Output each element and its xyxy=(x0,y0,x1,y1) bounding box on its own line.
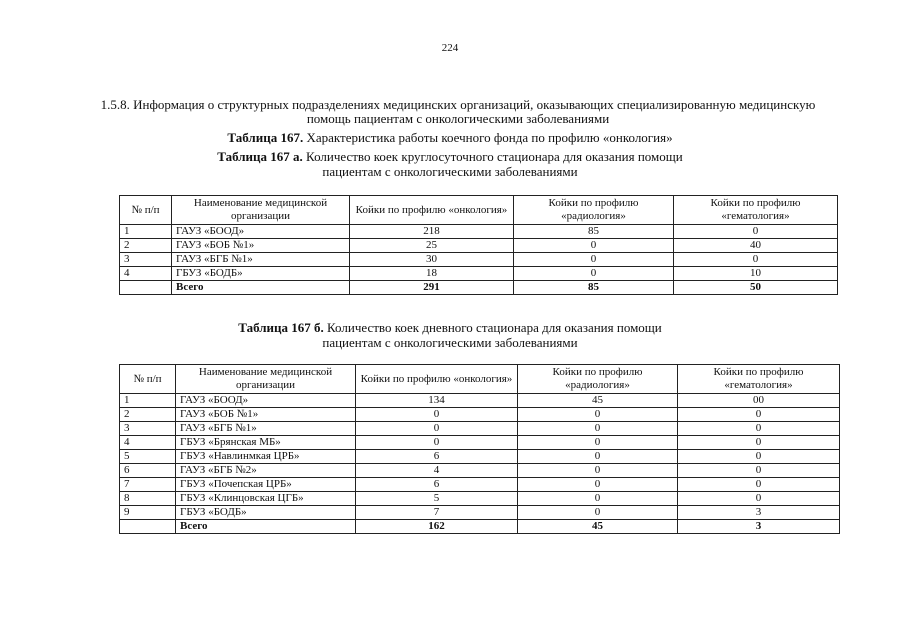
cell-radiology: 0 xyxy=(518,422,678,436)
cell-number: 2 xyxy=(120,408,176,422)
table-167-title: Характеристика работы коечного фонда по профилю «онкология» xyxy=(303,130,673,145)
header-radiology: Койки по профилю «радиология» xyxy=(514,196,674,225)
cell-number: 6 xyxy=(120,464,176,478)
cell-total-oncology: 162 xyxy=(356,520,518,534)
cell-radiology: 45 xyxy=(518,394,678,408)
table-total-row xyxy=(120,520,840,534)
cell-hematology: 0 xyxy=(678,436,840,450)
cell-hematology: 3 xyxy=(678,506,840,520)
table-167-label: Таблица 167. xyxy=(227,130,304,145)
cell-oncology: 6 xyxy=(356,450,518,464)
cell-oncology: 4 xyxy=(356,464,518,478)
table-row xyxy=(120,478,840,492)
header-organization: Наименование медицинской организации xyxy=(172,196,350,225)
cell-number: 7 xyxy=(120,478,176,492)
table-row xyxy=(120,394,840,408)
header-oncology: Койки по профилю «онкология» xyxy=(350,196,514,225)
cell-oncology: 0 xyxy=(356,422,518,436)
table-167a-label: Таблица 167 а. xyxy=(217,149,303,164)
cell-organization: ГБУЗ «БОДБ» xyxy=(176,506,356,520)
cell-organization: ГАУЗ «БООД» xyxy=(176,394,356,408)
cell-organization: ГАУЗ «БГБ №1» xyxy=(176,422,356,436)
table-row xyxy=(120,492,840,506)
table-167a xyxy=(119,195,838,295)
cell-total-label: Всего xyxy=(176,520,356,534)
cell-oncology: 0 xyxy=(356,408,518,422)
cell-organization: ГАУЗ «БГБ №1» xyxy=(172,253,350,267)
cell-number: 9 xyxy=(120,506,176,520)
cell-oncology: 18 xyxy=(350,267,514,281)
cell-oncology: 0 xyxy=(356,436,518,450)
cell-number: 3 xyxy=(120,253,172,267)
table-header-row xyxy=(120,196,838,225)
cell-number: 1 xyxy=(120,225,172,239)
cell-total-label: Всего xyxy=(172,281,350,295)
cell-hematology: 0 xyxy=(678,422,840,436)
table-row xyxy=(120,408,840,422)
table-row xyxy=(120,225,838,239)
table-167a-title-line1: Количество коек круглосуточного стационара для оказания помощи xyxy=(302,149,683,164)
table-header-row xyxy=(120,365,840,394)
cell-total-radiology: 85 xyxy=(514,281,674,295)
table-total-row xyxy=(120,281,838,295)
table-167a-caption xyxy=(0,149,900,179)
header-number: № п/п xyxy=(120,196,172,225)
header-radiology: Койки по профилю «радиология» xyxy=(518,365,678,394)
cell-total-radiology: 45 xyxy=(518,520,678,534)
table-167b-caption xyxy=(0,320,900,350)
cell-radiology: 0 xyxy=(514,239,674,253)
cell-organization: ГБУЗ «Клинцовская ЦГБ» xyxy=(176,492,356,506)
table-row xyxy=(120,422,840,436)
cell-hematology: 0 xyxy=(674,253,838,267)
cell-total-hematology: 50 xyxy=(674,281,838,295)
header-organization: Наименование медицинской организации xyxy=(176,365,356,394)
cell-radiology: 0 xyxy=(514,253,674,267)
cell-organization: ГАУЗ «БГБ №2» xyxy=(176,464,356,478)
cell-organization: ГБУЗ «Почепская ЦРБ» xyxy=(176,478,356,492)
cell-radiology: 85 xyxy=(514,225,674,239)
table-167b-title-line2: пациентам с онкологическими заболеваниями xyxy=(322,335,578,350)
cell-organization: ГБУЗ «БОДБ» xyxy=(172,267,350,281)
cell-organization: ГАУЗ «БОБ №1» xyxy=(176,408,356,422)
cell-number: 4 xyxy=(120,436,176,450)
cell-radiology: 0 xyxy=(514,267,674,281)
page-number: 224 xyxy=(441,42,459,54)
cell-oncology: 6 xyxy=(356,478,518,492)
header-number: № п/п xyxy=(120,365,176,394)
cell-radiology: 0 xyxy=(518,506,678,520)
table-167-caption xyxy=(0,130,900,145)
cell-radiology: 0 xyxy=(518,478,678,492)
cell-organization: ГБУЗ «Брянская МБ» xyxy=(176,436,356,450)
cell-number: 4 xyxy=(120,267,172,281)
cell-hematology: 00 xyxy=(678,394,840,408)
cell-radiology: 0 xyxy=(518,436,678,450)
cell-number: 5 xyxy=(120,450,176,464)
table-167b-title-line1: Количество коек дневного стационара для оказания помощи xyxy=(323,320,662,335)
cell-number: 1 xyxy=(120,394,176,408)
cell-number xyxy=(120,281,172,295)
cell-organization: ГАУЗ «БООД» xyxy=(172,225,350,239)
header-hematology: Койки по профилю «гематология» xyxy=(678,365,840,394)
table-row xyxy=(120,436,840,450)
cell-number xyxy=(120,520,176,534)
cell-hematology: 0 xyxy=(678,450,840,464)
table-row xyxy=(120,253,838,267)
cell-oncology: 5 xyxy=(356,492,518,506)
cell-total-hematology: 3 xyxy=(678,520,840,534)
cell-oncology: 30 xyxy=(350,253,514,267)
cell-radiology: 0 xyxy=(518,492,678,506)
cell-radiology: 0 xyxy=(518,464,678,478)
cell-organization: ГАУЗ «БОБ №1» xyxy=(172,239,350,253)
cell-hematology: 40 xyxy=(674,239,838,253)
table-167a-title-line2: пациентам с онкологическими заболеваниями xyxy=(322,164,578,179)
cell-number: 8 xyxy=(120,492,176,506)
header-hematology: Койки по профилю «гематология» xyxy=(674,196,838,225)
table-row xyxy=(120,464,840,478)
table-row xyxy=(120,506,840,520)
cell-oncology: 7 xyxy=(356,506,518,520)
table-row xyxy=(120,450,840,464)
cell-number: 2 xyxy=(120,239,172,253)
cell-hematology: 0 xyxy=(674,225,838,239)
cell-hematology: 0 xyxy=(678,464,840,478)
cell-organization: ГБУЗ «Навлинмкая ЦРБ» xyxy=(176,450,356,464)
cell-number: 3 xyxy=(120,422,176,436)
cell-radiology: 0 xyxy=(518,450,678,464)
cell-hematology: 0 xyxy=(678,408,840,422)
cell-oncology: 134 xyxy=(356,394,518,408)
cell-hematology: 0 xyxy=(678,478,840,492)
section-heading: 1.5.8. Информация о структурных подразделениях медицинских организаций, оказывающих специализированную медицинскую помощь пациентам с онкологическими заболеваниями xyxy=(100,97,816,126)
table-167b-label: Таблица 167 б. xyxy=(238,320,324,335)
table-row xyxy=(120,239,838,253)
header-oncology: Койки по профилю «онкология» xyxy=(356,365,518,394)
cell-oncology: 218 xyxy=(350,225,514,239)
table-row xyxy=(120,267,838,281)
cell-total-oncology: 291 xyxy=(350,281,514,295)
table-167b xyxy=(119,364,840,534)
cell-radiology: 0 xyxy=(518,408,678,422)
cell-hematology: 10 xyxy=(674,267,838,281)
cell-oncology: 25 xyxy=(350,239,514,253)
cell-hematology: 0 xyxy=(678,492,840,506)
